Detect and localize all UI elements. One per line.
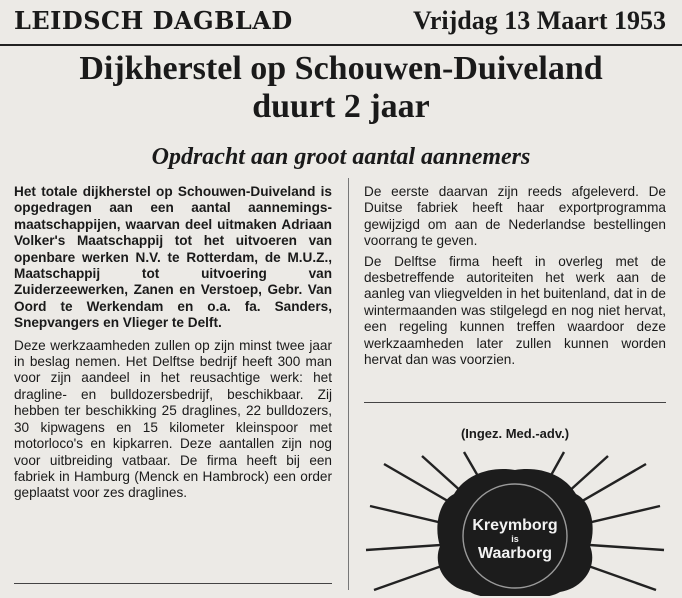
subheadline: Opdracht aan groot aantal aannemers: [151, 144, 531, 170]
body-paragraph: Deze werkzaamheden zullen op zijn minst twee jaar in beslag nemen. Het Delftse bedrijf heeft 300 man voor zijn aandeel in het reusachtige werk: het dragline- en bulldozersbedrijf, beschikbaar. Zij hebben ter beschikking 25 draglines, 22 bulldozers, 30 kipwagens en 15 kilometer kleinspoor met motorloco's en kipkarren. Deze aantallen zijn nog voor uitbreiding vatbaar. De firma heeft bij een fabriek in Hamburg (Menck en Hambrock) een order geplaatst voor zes draglines.: [14, 337, 332, 501]
advertisement: [364, 450, 666, 596]
headline-line-1: Dijkherstel op Schouwen-Duiveland: [79, 50, 603, 87]
column-end-rule: [14, 583, 332, 584]
advert-graphic: [364, 450, 666, 596]
headline-line-2: duurt 2 jaar: [252, 88, 430, 125]
body-paragraph: De Delftse firma heeft in overleg met de desbetreffende autoriteiten het werk aan de aanleg van vliegvelden in het buitenland, dat in de wintermaanden was stilgelegd en nog niet hervat, een regeling kunnen treffen waardoor deze werkzaamheden later zullen kunnen worden hervat dan was voorzien.: [364, 253, 666, 368]
issue-date: Vrijdag 13 Maart 1953: [413, 6, 666, 35]
article-column-right: [364, 184, 666, 368]
advert-connector: is: [511, 534, 519, 544]
section-divider: [364, 402, 666, 403]
advert-label: (Ingez. Med.-adv.): [460, 426, 570, 441]
headline: [0, 50, 682, 126]
advert-slogan: Waarborg: [477, 545, 553, 562]
column-divider: [348, 178, 349, 590]
masthead: [0, 0, 682, 46]
body-paragraph: De eerste daarvan zijn reeds afgeleverd. De Duitse fabriek heeft haar exportprogramma gewijzigd om aan de Nederlandse bestellingen voorrang te geven.: [364, 184, 666, 249]
advert-brand: Kreymborg: [472, 517, 558, 534]
lead-paragraph: Het totale dijkherstel op Schouwen-Duiveland is opgedragen aan een aantal aannemings-maatschappijen, waarvan deel uitmaken Adriaan Volker's Maatschappij tot het uitvoeren van openbare werken N.V. te Rotterdam, de M.U.Z., Maatschappij tot uitvoering van Zuiderzeewerken, Zanen en Verstoep, Gebr. Van Oord te Werkendam en o.a. fa. Sanders, Snepvangers en Vlieger te Delft.: [14, 184, 332, 331]
article-column-left: [14, 184, 332, 502]
newspaper-name: LEIDSCH DAGBLAD: [14, 6, 293, 35]
